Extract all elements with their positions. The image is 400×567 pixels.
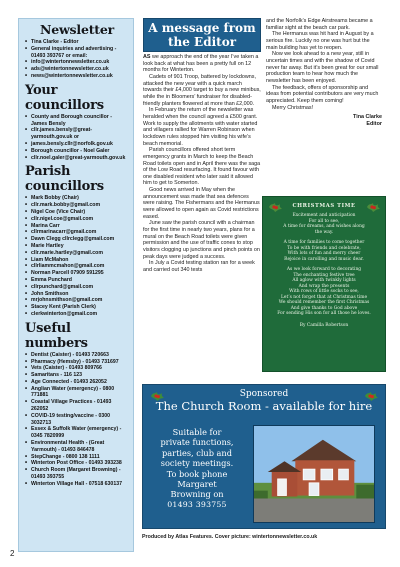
paragraph: Cadets of 901 Troop, battered by lockdowns, attacked the new year with a quick march towards their £4,000 target to buy a new minibus, while the in Bloomers’ fundraiser for disabled-friendly planters flowered at more than £2,000. — [143, 73, 261, 107]
list-item: • County and Borough councillor - James Bensly — [25, 114, 129, 128]
ad-line: Suitable for — [172, 427, 222, 437]
list-item: • Vets (Caister) - 01493 809766 — [25, 365, 129, 372]
poem-line: A time for families to come together — [283, 240, 365, 245]
list-item: • Pharmacy (Hemsby) - 01493 731697 — [25, 359, 129, 366]
email-link[interactable]: • news@wintertonnewsletter.co.uk — [25, 73, 129, 80]
paragraph: Good news arrived in May when the announcement was made that sea defences were raising. The Fishermans and the Hermanus were allowed to open again as Covid restrictions eased. — [143, 187, 260, 220]
list-item: • Tina Clarke - Editor — [25, 39, 129, 46]
poem-byline: By Camilla Robertson — [299, 322, 349, 328]
poem-line: Let’s not forget that at Christmas time — [280, 294, 368, 300]
paragraph: and the Norfolk’s Edge Airstreams became a familiar sight at the beach car park. — [266, 18, 373, 31]
councillors-list — [25, 114, 129, 162]
list-item: • Coastal Village Practices - 01493 262052 — [25, 399, 129, 413]
page-number: 2 — [10, 549, 15, 558]
email-link[interactable]: • ads@wintertonnewsletter.co.uk — [25, 66, 129, 73]
list-item: • Emma Punchard — [25, 277, 129, 284]
holly-icon — [267, 200, 283, 214]
paragraph: In February the return of the newsletter was heralded when the council agreed a £500 grant. Work to supply the allotments with water started and villagers rallied for Warren Robinson when lockdown rules stopped him visiting his wife’s beach memorial. — [143, 107, 258, 147]
signature-name: Tina Clarke — [353, 114, 382, 121]
list-item: • Anglian Water (emergency) - 0800 771881 — [25, 386, 129, 400]
poem-line: We should remember the first Christmas — [278, 300, 370, 305]
contacts-sidebar — [18, 18, 134, 552]
list-item: • Winterton Village Hall - 07518 630137 — [25, 481, 129, 488]
poem-line: The enchanting festive tree — [293, 272, 355, 278]
holly-icon — [365, 200, 381, 214]
paragraph: Merry Christmas! — [272, 104, 314, 111]
church-room-photo — [253, 425, 375, 523]
heading-line: A message from — [148, 21, 256, 35]
list-item: • Stacey Kent (Parish Clerk) — [25, 304, 129, 311]
editor-message-heading — [143, 18, 261, 52]
list-item: • Mark Bobby (Chair) — [25, 195, 129, 202]
list-item: • Nigel Coe (Vice Chair) — [25, 209, 129, 216]
list-item: • Winterton Post Office - 01493 393238 — [25, 460, 129, 467]
email-link[interactable]: • Dawn Clegg cllrclegg@gmail.com — [25, 236, 129, 243]
email-link[interactable]: • cllr.james.bensly@great-yarmouth.gov.uk or — [25, 127, 129, 141]
email-link[interactable]: • cllr.marie.hartley@gmail.com — [25, 250, 129, 257]
poem-line: With rows of little socks to see, — [289, 289, 359, 294]
paragraph: In July a Covid testing station ran for a week and carried out 340 tests — [143, 260, 255, 273]
email-link[interactable]: • cllrliammcmahon@gmail.com — [25, 263, 129, 270]
lead-word: AS — [143, 54, 151, 60]
poem-line: A time for dreams, and wishes along — [283, 224, 365, 229]
email-link[interactable]: • mrjohnsmithson@gmail.com — [25, 297, 129, 304]
signature — [266, 114, 382, 127]
paragraph-text: we approach the end of the year I’ve taken a look back at what has been a pretty full on 12 months for Winterton. — [143, 54, 259, 74]
list-item: • Marie Hartley — [25, 243, 129, 250]
editor-message-continued — [266, 18, 382, 127]
list-item: • Environmental Health - (Great Yarmouth) - 01493 846478 — [25, 440, 129, 454]
list-item: • Essex & Suffolk Water (emergency) - 0345 7820999 — [25, 426, 129, 440]
councillors-heading: Your councillors — [25, 82, 104, 113]
poem-body — [270, 213, 378, 317]
list-item: • Age Connected - 01493 262052 — [25, 379, 129, 386]
paragraph: June saw the parish council with a chairman for the first time in nearly two years, plans for a mural on the Beach Road toilets were given permission and the use of traffic cones to stop visitors clogging up junctions and pinch points on peak days were judged a success. — [143, 220, 260, 260]
poem-title: CHRISTMAS TIME — [292, 203, 356, 209]
poem-line: Rejoice in carolling and music dear. — [284, 256, 364, 262]
email-link[interactable]: • cllrmarinacarr@gmail.com — [25, 229, 129, 236]
sponsored-subheading: The Church Room - available for hire — [155, 399, 373, 413]
paragraph — [143, 54, 261, 74]
christmas-poem-box — [262, 196, 386, 372]
ad-line: parties, club and — [162, 447, 232, 458]
useful-numbers-list — [25, 352, 129, 488]
ad-line: Browning on — [170, 489, 224, 500]
poem-line: the way. — [314, 229, 334, 235]
poem-line: With lots of fun and merry cheer — [287, 251, 361, 256]
list-item: • Church Room (Margaret Browning) - 01493 393755 — [25, 467, 129, 481]
email-link[interactable]: • cllr.nigel.coe@gmail.com — [25, 216, 129, 223]
list-item: • COVID-19 testing/vaccine - 0300 3032713 — [25, 413, 129, 427]
paragraph: The feedback, offers of sponsorship and ideas from potential contributors are very much appreciated. Keep them coming! — [266, 84, 379, 104]
poem-line: And give thanks to God above — [290, 305, 358, 311]
parish-list — [25, 195, 129, 317]
ad-line: Margaret — [177, 479, 217, 490]
list-item: • General inquiries and advertising - 01493 393767 or email: — [25, 46, 129, 60]
email-link[interactable]: • clerkwinterton@gmail.com — [25, 311, 129, 318]
newsletter-heading: Newsletter — [40, 22, 114, 37]
email-link[interactable]: • james.bensly.cllr@norfolk.gov.uk — [25, 141, 129, 148]
list-item: • John Smithson — [25, 291, 129, 298]
heading-line: the Editor — [167, 35, 237, 49]
poem-line: Excitement and anticipation — [292, 213, 356, 218]
sponsored-ad — [142, 384, 386, 529]
list-item: • Liam McMahon — [25, 257, 129, 264]
email-link[interactable]: • info@wintertonnewsletter.co.uk — [25, 59, 129, 66]
email-link[interactable]: • cllr.mark.bobby@gmail.com — [25, 202, 129, 209]
poem-line: For all to see, — [308, 218, 340, 224]
sponsored-text — [155, 427, 239, 510]
poem-line: As we look forward to decorating — [286, 267, 362, 272]
ad-phone[interactable]: 01493 393755 — [167, 499, 227, 509]
footer-credit: Produced by Atlas Features. Cover picture: wintertonnewsletter.co.uk — [142, 534, 318, 540]
ad-line: society meetings. — [160, 458, 234, 469]
list-item: • Borough councillor - Noel Galer — [25, 148, 129, 155]
paragraph: Parish councillors offered short term emergency grants in March to keep the Beach Road toilets open and in April there was the saga of the Low Road resurfacing. It found favour with one disabled resident who later said it allowed him to get to Somerton. — [143, 147, 261, 187]
parish-heading: Parish councillors — [25, 164, 104, 195]
email-link[interactable]: • cllrpunchard@gmail.com — [25, 284, 129, 291]
list-item: • Samaritans - 116 123 — [25, 372, 129, 379]
list-item: • StepChange - 0800 138 1111 — [25, 454, 129, 461]
poem-line: All aglow with twinkly lights — [292, 278, 356, 283]
editor-message-body — [143, 54, 261, 274]
ad-line: To book phone — [166, 468, 228, 479]
poem-line: For sending His son for all those he loves. — [277, 311, 371, 316]
poem-line: To be with friends and celebrate, — [287, 245, 361, 251]
ad-line: private functions, — [160, 437, 234, 448]
poem-line: And wrap the presents — [298, 283, 350, 289]
list-item: • Norman Parcell 07909 591295 — [25, 270, 129, 277]
list-item: • Dentist (Caister) - 01493 720663 — [25, 352, 129, 359]
list-item: • Marina Carr — [25, 223, 129, 230]
useful-numbers-heading: Useful numbers — [25, 320, 88, 351]
paragraph: The Hermanus was hit hard in August by a serious fire. Luckily no one was hurt but the main building has yet to reopen. — [266, 31, 374, 51]
email-link[interactable]: • cllr.noel.galer@great-yarmouth.gov.uk — [25, 155, 129, 162]
signature-role: Editor — [366, 120, 382, 127]
paragraph: Now we look ahead to a new year, still in uncertain times and with the shadow of Covid never far away. But it’s been great for our small production team to hear how much the newsletter has been enjoyed. — [266, 51, 379, 84]
sponsored-heading: Sponsored — [239, 389, 289, 399]
newsletter-list — [25, 39, 129, 80]
